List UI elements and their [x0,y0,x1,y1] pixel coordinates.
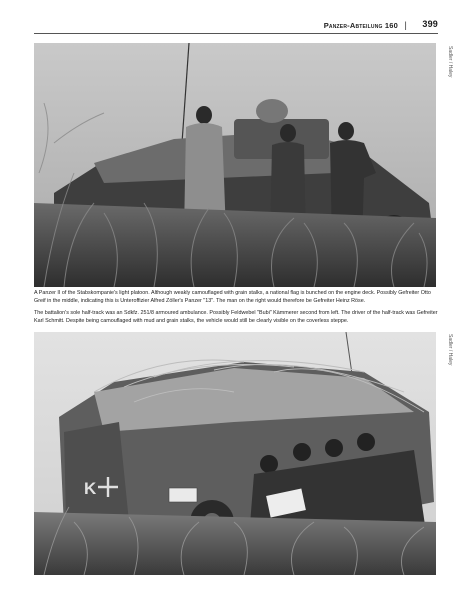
photo-credit: Sadler / Haley [447,334,453,366]
photo-caption: The battalion's sole half-track was an Sdkfz. 251/8 armoured ambulance. Possibly Feldwebel "Bubi" Kämmerer second from left. The driver of the half-track was Gefreiter Karl Schmitt. Despite being camouflaged with mud and grain stalks, the vehicle would still be clearly visible on the coverless steppe. [34,310,438,324]
photo-half-track-image [34,332,436,575]
photo-panzer-ii [34,43,436,287]
header-rule [34,33,438,34]
header-separator: | [404,20,407,30]
page-header [34,18,438,32]
photo-credit: Sadler / Haley [447,46,453,78]
photo-caption: A Panzer II of the Stabskompanie's light platoon. Although weakly camouflaged with grain stalks, a national flag is bunched on the engine deck. Possibly Gefreiter Otto Greif in the middle, indicating this is Unteroffizier Alfred Zöller's Panzer "13". The man on the right would therefore be Gefreiter Heinz Röse. [34,290,431,304]
hull-marking: K [84,479,97,498]
section-title: Panzer-Abteilung 160 [323,21,398,30]
photo-half-track [34,332,436,575]
photo-panzer-ii-image [34,43,436,287]
page-number: 399 [422,19,438,29]
